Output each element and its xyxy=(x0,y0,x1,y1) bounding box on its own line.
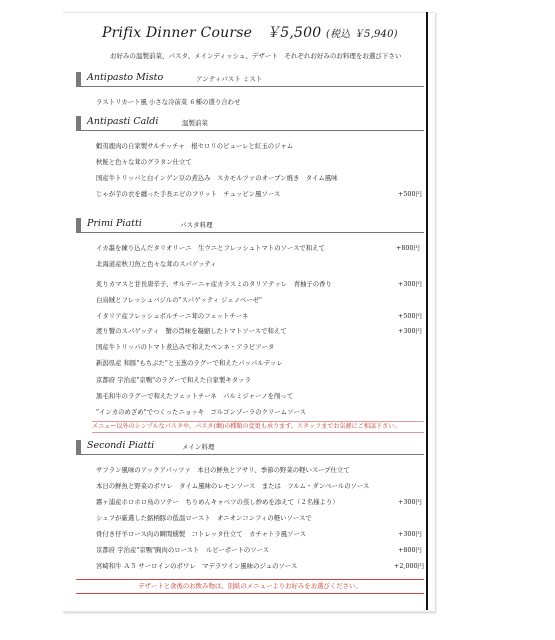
sheet-edge xyxy=(426,12,428,610)
menu-item: サフラン風味のアックアパッツァ 本日の鮮魚とアサリ、季節の野菜の軽いスープ仕立て xyxy=(96,466,350,474)
pasta-notice: メニュー以外のシンプルなパスタや、パスタ(麺)の種類の変更も承ります。スタッフまでお気軽にご相談下さい。 xyxy=(92,421,424,433)
intro-text: お好みの温製前菜、パスタ、メインディッシュ、デザート それぞれお好みのお料理をお選び下さい xyxy=(110,52,402,60)
menu-item: 京都府 宇治産"京鴨"のラグーで和えた自家製キタッラ xyxy=(96,376,251,384)
section-bar xyxy=(76,116,81,130)
section-bar xyxy=(76,440,81,454)
menu-item-price: +300円 xyxy=(398,327,422,335)
section-title-jp: アンティパスト ミスト xyxy=(196,75,263,83)
menu-item: 白烏賊とフレッシュバジルの"スパゲッティ ジェノベーゼ" xyxy=(96,296,262,304)
menu-item: 宮崎和牛 Ａ５ サーロインのポワレ マデラワイン風味のジュのソース xyxy=(96,562,298,570)
menu-item: シェフが厳選した銘柄豚の低温ロースト オニオンコンフィの軽いソースで xyxy=(96,514,312,522)
menu-item: 新潟県産 和豚"もちぶた"と玉葱のラグーで和えたパッパルデッレ xyxy=(96,359,283,367)
menu-item: 黒毛和牛のラグーで和えたフェットチーネ パルミジャーノを削って xyxy=(96,392,294,400)
menu-item-price: +300円 xyxy=(398,530,422,538)
menu-item: 蝦夷鹿肉の自家製サルチッチャ 根セロリのピューレと紅玉のジャム xyxy=(96,142,294,150)
section-antipasto-misto xyxy=(76,72,424,87)
section-title-en: Primi Piatti xyxy=(87,218,142,229)
menu-item-price: +2,000円 xyxy=(394,562,425,570)
menu-item-price: +500円 xyxy=(398,312,422,320)
menu-item: 秋鮭と色々な茸のグラタン仕立て xyxy=(96,158,192,166)
menu-item: 北海道産秋刀魚と色々な茸のスパゲッティ xyxy=(96,260,217,268)
section-title-jp: 温製前菜 xyxy=(182,119,208,127)
menu-item: 国産牛トリッパのトマト煮込みで和えたペンネ・アラビアータ xyxy=(96,343,275,351)
menu-item-price: +500円 xyxy=(398,190,422,198)
menu-item: 骨付き仔羊ロース肉の瞬間燻製 コトレッタ仕立て カチャトラ風ソース xyxy=(96,530,306,538)
course-name: Prifix Dinner Course xyxy=(102,25,253,41)
section-title-en: Antipasto Misto xyxy=(87,72,164,83)
course-price: ￥5,500 xyxy=(266,25,322,41)
section-title-jp: パスタ料理 xyxy=(180,221,213,229)
section-antipasti-caldi xyxy=(76,116,424,131)
footer-note: デザートと食後のお飲み物は、別紙のメニューよりお好みをお選びください。 xyxy=(76,579,424,594)
section-bar xyxy=(76,72,81,86)
menu-item: 京都府 宇治産"京鴨"胸肉のロースト ルビーポートのソース xyxy=(96,546,270,554)
menu-item: 霧ヶ浦産ホロホロ鳥のソテー ちりめんキャベツの蒸し炒めを添えて（２名様より） xyxy=(96,498,339,506)
menu-item-price: +300円 xyxy=(398,280,422,288)
section-secondi-piatti xyxy=(76,440,424,455)
section-title-en: Secondi Piatti xyxy=(87,440,155,451)
menu-item-price: +300円 xyxy=(398,498,422,506)
section-bar xyxy=(76,218,81,232)
menu-item: イカ墨を練り込んだタリオリーニ 生ウニとフレッシュトマトのソースで和えて xyxy=(96,244,325,252)
menu-item: "インカのめざめ"でつくったニョッキ ゴルゴンゾーラのクリームソース xyxy=(96,408,306,416)
section-title-jp: メイン料理 xyxy=(182,443,215,451)
menu-item-price: +800円 xyxy=(396,244,420,252)
menu-item: 国産牛トリッパと白インゲン豆の煮込み スカモルツァのオーブン焼き タイム風味 xyxy=(96,174,338,182)
course-price-tax: (税込 ￥5,940) xyxy=(325,29,398,40)
menu-item: 本日の鮮魚と野菜のポワレ タイム風味のレモンソース または フルム・ダンベールのソース xyxy=(96,482,370,490)
menu-item: じゃが芋の衣を纏った手長エビのフリット チュッピン風ソース xyxy=(96,190,281,198)
menu-title xyxy=(102,22,432,42)
menu-item: 渡り蟹のスパゲッティ 蟹の旨味を凝縮したトマトソースで和えて xyxy=(96,327,287,335)
menu-item: 炙りカマスと甘長唐辛子、サルデーニャ産カラスミのタリアテッレ 青柚子の香り xyxy=(96,280,332,288)
menu-item: ラストリカート風 小さな冷前菜 ６種の盛り合わせ xyxy=(96,98,241,106)
menu-item: イタリア産フレッシュポルチーニ茸のフェットチーネ xyxy=(96,312,249,320)
section-title-en: Antipasti Caldi xyxy=(87,116,159,127)
menu-item-price: +800円 xyxy=(398,546,422,554)
section-primi-piatti xyxy=(76,218,424,233)
